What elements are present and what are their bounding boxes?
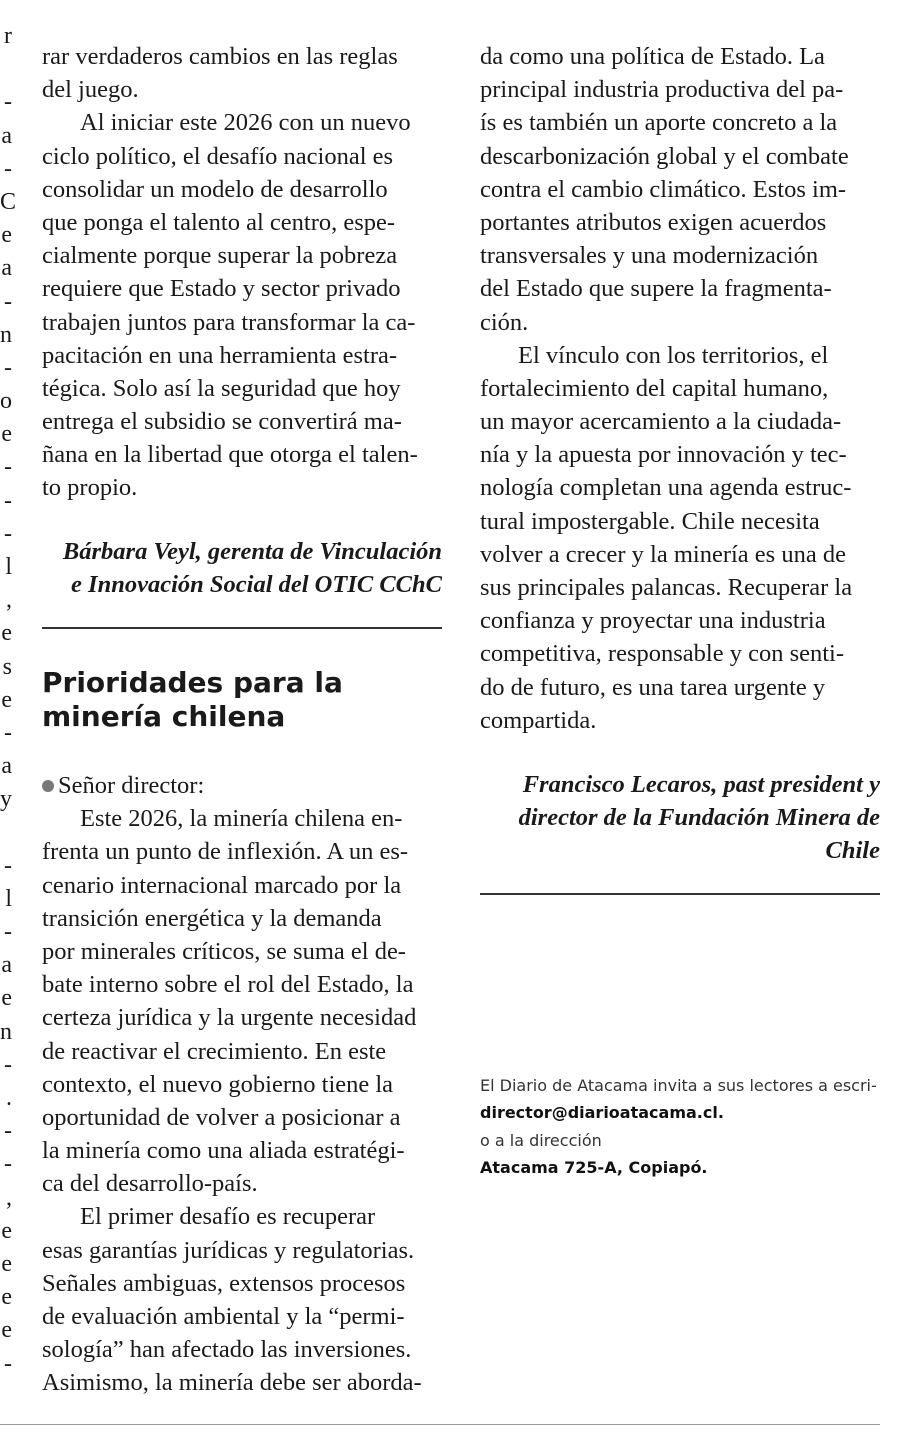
text-line: del juego. (42, 76, 139, 104)
edge-glyph: - (4, 852, 12, 879)
section-divider (42, 627, 442, 629)
salutation (42, 769, 444, 802)
text-line: nía y la apuesta por innovación y tec- (480, 441, 847, 469)
edge-glyph: - (4, 89, 12, 116)
letter-two-body (42, 769, 444, 1400)
text-line: Asimismo, la minería debe ser aborda- (42, 1369, 422, 1397)
edge-glyph: . (6, 1085, 12, 1111)
right-column (480, 40, 882, 737)
section-divider (480, 893, 880, 895)
edge-glyph: e (1, 1250, 12, 1277)
submission-notice (480, 1072, 880, 1182)
text-line: descarbonización global y el combate (480, 142, 849, 170)
adjacent-column-fragment (0, 20, 17, 1381)
edge-glyph (0, 817, 12, 850)
text-line: da como una política de Estado. La (480, 43, 825, 70)
text-line: sología” han afectado las inversiones. (42, 1336, 412, 1364)
left-column (42, 40, 444, 505)
edge-glyph: - (4, 1051, 12, 1078)
edge-glyph: , (6, 587, 12, 614)
edge-glyph: e (1, 222, 12, 249)
text-line: pacitación en una herramienta estra- (42, 341, 398, 369)
text-line: ca del desarrollo-país. (42, 1170, 258, 1198)
edge-glyph: l (5, 885, 12, 912)
text-line: frenta un punto de inflexión. A un es- (42, 838, 409, 866)
notice-address-intro: o a la dirección (480, 1130, 602, 1150)
edge-glyph: a (1, 753, 12, 780)
edge-glyph: e (1, 1284, 12, 1311)
text-line: to propio. (42, 474, 138, 502)
edge-glyph: - (4, 520, 12, 547)
edge-glyph: e (1, 620, 12, 647)
signature-line: Bárbara Veyl, gerenta de Vinculación (62, 538, 442, 565)
text-line: compartida. (480, 706, 597, 734)
edge-glyph: - (4, 288, 12, 315)
text-line: Al iniciar este 2026 con un nuevo (80, 109, 411, 137)
edge-glyph: C (0, 188, 17, 215)
edge-glyph: - (4, 1151, 12, 1178)
signature-barbara-veyl (42, 535, 442, 601)
edge-glyph: e (1, 421, 12, 448)
letter-headline: Prioridades para la minería chilena (42, 666, 343, 733)
salutation-text: Señor director: (58, 772, 205, 799)
letter-two-continuation (480, 40, 882, 737)
edge-glyph: , (6, 1184, 12, 1211)
text-line: un mayor acercamiento a la ciudada- (480, 408, 842, 436)
text-line: competitiva, responsable y con senti- (480, 640, 844, 668)
text-line: Señales ambiguas, extensos procesos (42, 1269, 406, 1297)
notice-text (480, 1072, 880, 1099)
text-line: contexto, el nuevo gobierno tiene la (42, 1070, 394, 1098)
edge-glyph: - (4, 454, 12, 481)
edge-glyph: - (4, 719, 12, 746)
text-line: bate interno sobre el rol del Estado, la (42, 971, 414, 999)
text-line: ciclo político, el desafío nacional es (42, 142, 394, 170)
edge-glyph: s (2, 653, 12, 680)
signature-francisco-lecaros (480, 768, 880, 868)
text-line: oportunidad de volver a posicionar a (42, 1103, 401, 1131)
text-line: entrega el subsidio se convertirá ma- (42, 408, 402, 436)
letter-one-ending (42, 40, 444, 505)
text-line: El Diario de Atacama invita a sus lectores a escri- (480, 1076, 877, 1095)
text-line: requiere que Estado y sector privado (42, 275, 401, 303)
text-line: de reactivar el crecimiento. En este (42, 1037, 387, 1065)
text-line: portantes atributos exigen acuerdos (480, 208, 827, 236)
edge-glyph: a (1, 122, 12, 149)
page-bottom-rule (0, 1424, 880, 1425)
edge-glyph: n (0, 321, 12, 348)
signature-line: e Innovación Social del OTIC CChC (71, 571, 442, 599)
edge-glyph: - (4, 487, 12, 514)
edge-glyph: - (4, 155, 12, 182)
edge-glyph: e (1, 1317, 12, 1344)
notice-email[interactable]: director@diarioatacama.cl. (480, 1103, 724, 1123)
text-line: El vínculo con los territorios, el (518, 341, 829, 369)
text-line: El primer desafío es recuperar (80, 1203, 376, 1231)
edge-glyph: - (4, 1350, 12, 1377)
text-line: transversales y una modernización (480, 242, 819, 270)
text-line: que ponga el talento al centro, espe- (42, 208, 396, 236)
edge-glyph (0, 53, 12, 86)
text-line: volver a crecer y la minería es una de (480, 540, 846, 568)
text-line: sus principales palancas. Recuperar la (480, 574, 853, 601)
text-line: rar verdaderos cambios en las reglas (42, 43, 398, 70)
edge-glyph: r (4, 23, 12, 49)
signature-line: Francisco Lecaros, past president y (522, 771, 880, 798)
edge-glyph: o (0, 388, 12, 415)
text-line: contra el cambio climático. Estos im- (480, 175, 847, 203)
text-line: esas garantías jurídicas y regulatorias. (42, 1236, 415, 1264)
text-line: nología completan una agenda estruc- (480, 474, 852, 502)
text-line: certeza jurídica y la urgente necesidad (42, 1004, 417, 1032)
text-line: ñana en la libertad que otorga el talen- (42, 441, 418, 469)
edge-glyph: e (1, 1217, 12, 1244)
edge-glyph: - (4, 919, 12, 946)
text-line: consolidar un modelo de desarrollo (42, 175, 388, 203)
text-line: ís es también un aporte concreto a la (480, 109, 838, 137)
text-line: principal industria productiva del pa- (480, 76, 844, 104)
text-line: confianza y proyectar una industria (480, 607, 826, 635)
edge-glyph: n (0, 1018, 12, 1045)
text-line: ción. (480, 308, 529, 336)
text-line: tural impostergable. Chile necesita (480, 507, 820, 535)
bullet-icon (42, 780, 54, 792)
text-line: transición energética y la demanda (42, 904, 382, 932)
text-line: fortalecimiento del capital humano, (480, 374, 829, 402)
text-line: la minería como una aliada estratégi- (42, 1137, 405, 1165)
signature-line: director de la Fundación Minera de (518, 804, 880, 832)
text-line: cialmente porque superar la pobreza (42, 242, 398, 270)
edge-glyph: e (1, 985, 12, 1012)
text-line: trabajen juntos para transformar la ca- (42, 308, 416, 336)
text-line: tégica. Solo así la seguridad que hoy (42, 374, 401, 402)
text-line: do de futuro, es una tarea urgente y (480, 673, 826, 701)
text-line: de evaluación ambiental y la “permi- (42, 1303, 405, 1330)
edge-glyph: a (1, 255, 12, 282)
signature-line: Chile (825, 837, 880, 865)
edge-glyph: a (1, 952, 12, 979)
edge-glyph: - (4, 354, 12, 381)
letter-two-text (42, 802, 444, 1399)
text-line: del Estado que supere la fragmenta- (480, 275, 832, 303)
text-line: por minerales críticos, se suma el de- (42, 937, 406, 965)
notice-address: Atacama 725-A, Copiapó. (480, 1158, 708, 1178)
edge-glyph: - (4, 1118, 12, 1145)
edge-glyph: e (1, 686, 12, 713)
text-line: cenario internacional marcado por la (42, 871, 402, 899)
edge-glyph: l (5, 554, 12, 580)
edge-glyph: y (0, 786, 12, 813)
text-line: Este 2026, la minería chilena en- (80, 805, 403, 833)
